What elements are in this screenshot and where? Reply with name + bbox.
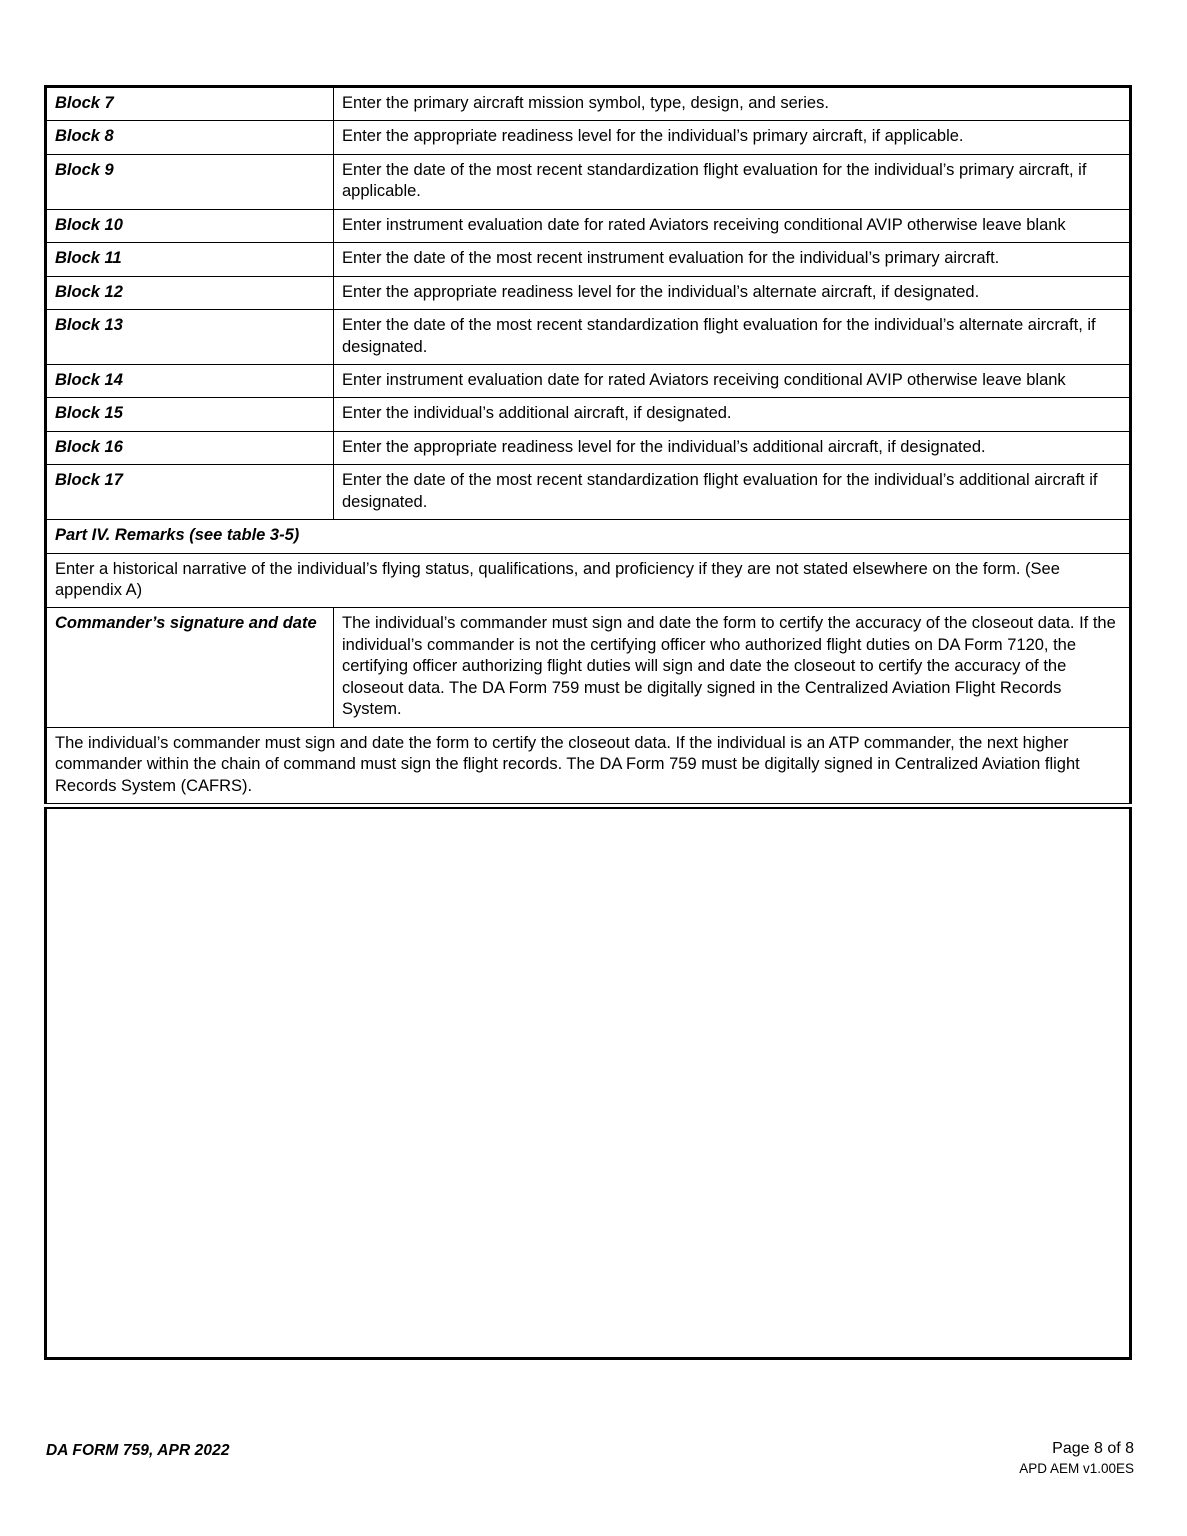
table-row xyxy=(46,431,1131,464)
block-description: Enter the date of the most recent standardization flight evaluation for the individual’s additional aircraft if designated. xyxy=(334,465,1131,520)
table-row xyxy=(46,243,1131,276)
block-label: Block 7 xyxy=(46,87,334,121)
block-label: Block 11 xyxy=(46,243,334,276)
table-row xyxy=(46,276,1131,309)
commander-signature-label: Commander’s signature and date xyxy=(46,608,334,727)
block-description: Enter the individual’s additional aircraft, if designated. xyxy=(334,398,1131,431)
table-row xyxy=(46,398,1131,431)
form-identifier: DA FORM 759, APR 2022 xyxy=(46,1442,230,1459)
commander-signature-description: The individual’s commander must sign and date the form to certify the accuracy of the closeout data. If the individual’s commander is not the certifying officer who authorized flight duties on DA Form 7120, the certifying officer authorizing flight duties will sign and date the closeout to certify the accuracy of the closeout data. The DA Form 759 must be digitally signed in the Centralized Aviation Flight Records System. xyxy=(334,608,1131,727)
part-iv-intro-row xyxy=(46,553,1131,608)
instructions-table-body xyxy=(46,87,1131,804)
block-label: Block 13 xyxy=(46,310,334,365)
closing-paragraph-row xyxy=(46,727,1131,803)
table-row xyxy=(46,310,1131,365)
part-iv-heading: Part IV. Remarks (see table 3-5) xyxy=(46,520,1131,553)
block-label: Block 15 xyxy=(46,398,334,431)
instructions-table xyxy=(44,85,1132,804)
block-label: Block 14 xyxy=(46,364,334,397)
block-description: Enter the primary aircraft mission symbol, type, design, and series. xyxy=(334,87,1131,121)
page-number: Page 8 of 8 xyxy=(1052,1440,1134,1457)
block-label: Block 17 xyxy=(46,465,334,520)
block-label: Block 10 xyxy=(46,209,334,242)
footer-right-group xyxy=(1019,1439,1134,1478)
page-footer xyxy=(44,1438,1134,1498)
block-description: Enter the appropriate readiness level for the individual’s alternate aircraft, if designated. xyxy=(334,276,1131,309)
table-row xyxy=(46,209,1131,242)
apd-version: APD AEM v1.00ES xyxy=(1019,1461,1134,1476)
block-label: Block 12 xyxy=(46,276,334,309)
commander-signature-row xyxy=(46,608,1131,727)
block-description: Enter the date of the most recent standardization flight evaluation for the individual’s alternate aircraft, if designated. xyxy=(334,310,1131,365)
block-label: Block 16 xyxy=(46,431,334,464)
block-description: Enter the date of the most recent instrument evaluation for the individual’s primary aircraft. xyxy=(334,243,1131,276)
part-iv-intro-paragraph: Enter a historical narrative of the individual’s flying status, qualifications, and proficiency if they are not stated elsewhere on the form. (See appendix A) xyxy=(46,553,1131,608)
remarks-blank-area[interactable] xyxy=(44,807,1132,1360)
closing-paragraph: The individual’s commander must sign and date the form to certify the closeout data. If the individual is an ATP commander, the next higher commander within the chain of command must sign the flight records. The DA Form 759 must be digitally signed in Centralized Aviation flight Records System (CAFRS). xyxy=(46,727,1131,803)
table-row xyxy=(46,364,1131,397)
block-description: Enter the date of the most recent standardization flight evaluation for the individual’s primary aircraft, if applicable. xyxy=(334,154,1131,209)
block-description: Enter the appropriate readiness level for the individual’s additional aircraft, if designated. xyxy=(334,431,1131,464)
table-row xyxy=(46,154,1131,209)
table-row xyxy=(46,465,1131,520)
table-row xyxy=(46,87,1131,121)
block-label: Block 8 xyxy=(46,121,334,154)
part-iv-heading-row xyxy=(46,520,1131,553)
block-label: Block 9 xyxy=(46,154,334,209)
block-description: Enter instrument evaluation date for rated Aviators receiving conditional AVIP otherwise leave blank xyxy=(334,209,1131,242)
block-description: Enter the appropriate readiness level for the individual’s primary aircraft, if applicable. xyxy=(334,121,1131,154)
block-description: Enter instrument evaluation date for rated Aviators receiving conditional AVIP otherwise leave blank xyxy=(334,364,1131,397)
form-sheet xyxy=(44,85,1132,1360)
table-row xyxy=(46,121,1131,154)
